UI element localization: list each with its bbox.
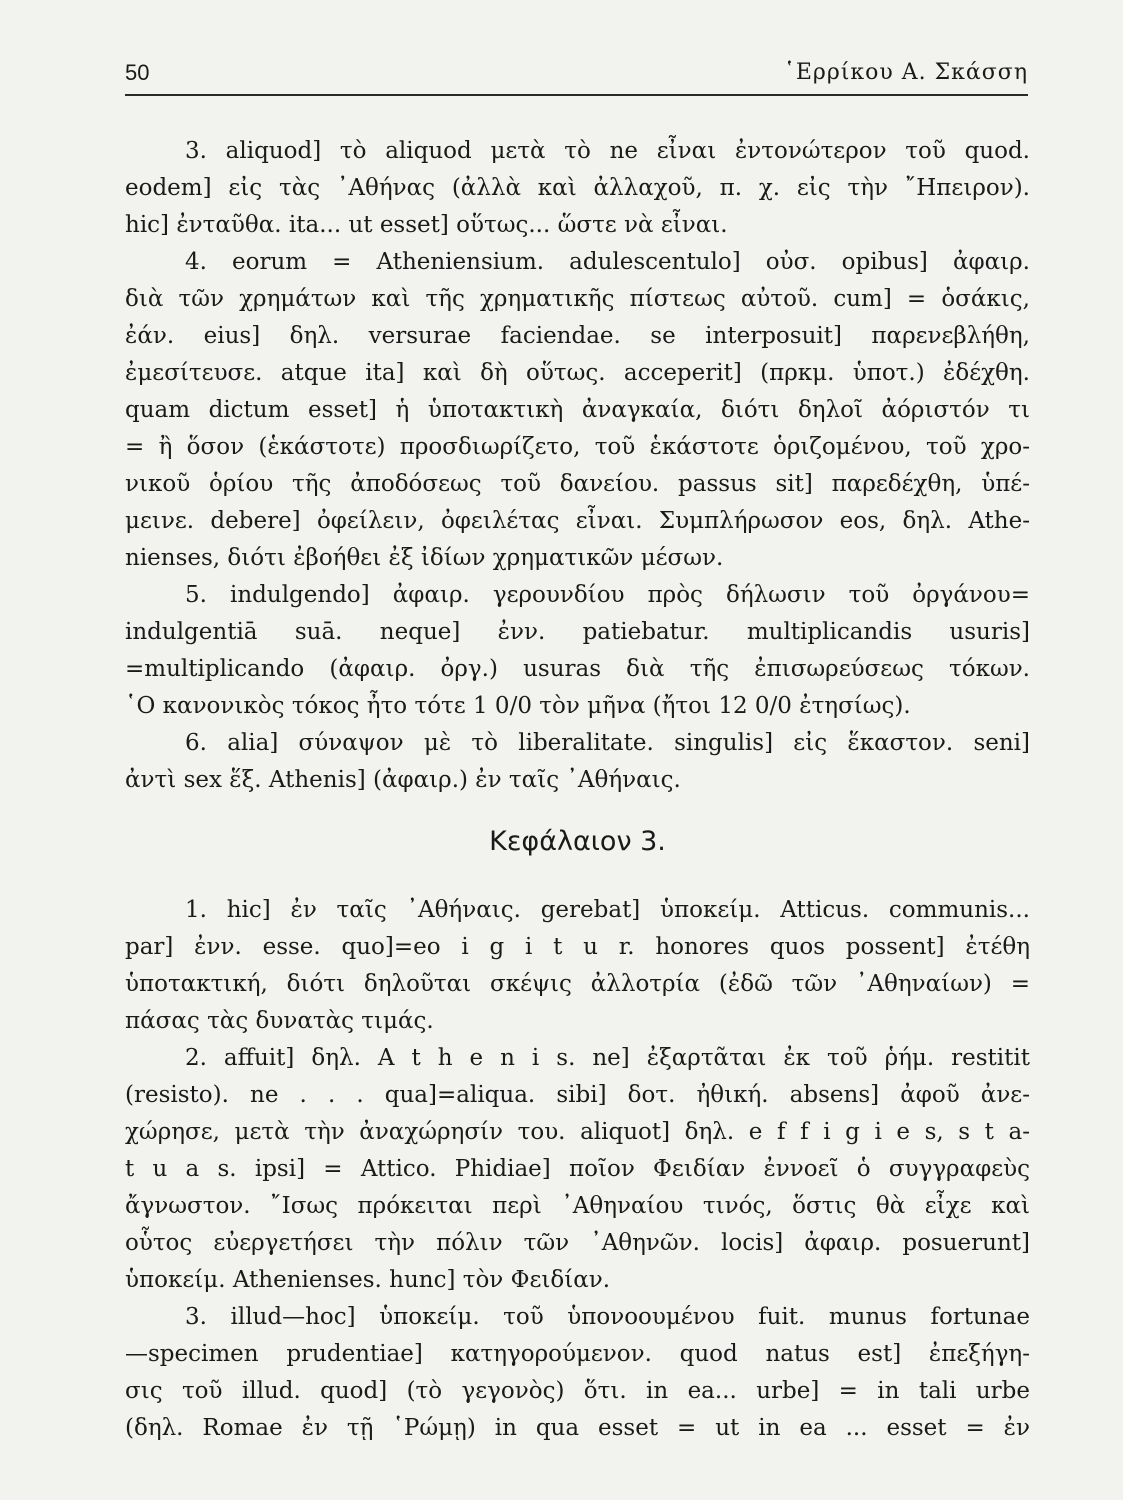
text-line: (resisto). ne . . . qua]=aliqua. sibi] δοτ. ἠθική. absens] ἀφοῦ ἀνε- — [125, 1082, 1030, 1108]
text-line: 1. hic] ἐν ταῖς ᾿Αθήναις. gerebat] ὑποκείμ. Atticus. communis... — [185, 897, 1030, 923]
text-line: eodem] εἰς τὰς ᾿Αθήνας (ἀλλὰ καὶ ἀλλαχοῦ, π. χ. εἰς τὴν ῎Ηπειρον). — [125, 175, 1030, 201]
text-line: χώρησε, μετὰ τὴν ἀναχώρησίν του. aliquot] δηλ. e f f i g i e s, s t a- — [125, 1119, 1030, 1145]
text-line: οὗτος εὐεργετήσει τὴν πόλιν τῶν ᾿Αθηνῶν. locis] ἀφαιρ. posuerunt] — [125, 1230, 1030, 1256]
text-line: ἄγνωστον. ῎Ισως πρόκειται περὶ ᾿Αθηναίου τινός, ὅστις θὰ εἶχε καὶ — [125, 1193, 1030, 1219]
text-line: διὰ τῶν χρημάτων καὶ τῆς χρηματικῆς πίστεως αὐτοῦ. cum] = ὁσάκις, — [125, 286, 1030, 312]
text-line: ὑποκείμ. Athenienses. hunc] τὸν Φειδίαν. — [125, 1267, 611, 1293]
running-head: ῾Ερρίκου Α. Σκάσση — [783, 60, 1028, 85]
text-line: hic] ἐνταῦθα. ita... ut esset] οὕτως... ὥστε νὰ εἶναι. — [125, 212, 728, 238]
commentary-section-1 — [125, 133, 1030, 799]
text-line: μεινε. debere] ὀφείλειν, ὀφειλέτας εἶναι. Συμπλήρωσον eos, δηλ. Athe- — [125, 508, 1030, 534]
text-line: par] ἐνν. esse. quo]=eo i g i t u r. honores quos possent] ἐτέθη — [125, 934, 1030, 960]
text-line: σις τοῦ illud. quod] (τὸ γεγονὸς) ὅτι. in ea... urbe] = in tali urbe — [125, 1378, 1030, 1404]
text-line: 6. alia] σύναψον μὲ τὸ liberalitate. singulis] εἰς ἕκαστον. seni] — [185, 730, 1030, 756]
page-number: 50 — [125, 60, 150, 85]
page-header — [125, 58, 1028, 96]
text-line: ῾Ο κανονικὸς τόκος ἦτο τότε 1 0/0 τὸν μῆνα (ἤτοι 12 0/0 ἐτησίως). — [125, 693, 911, 719]
text-line: ὑποτακτική, διότι δηλοῦται σκέψις ἀλλοτρία (ἐδῶ τῶν ᾿Αθηναίων) = — [125, 971, 1030, 997]
text-line: (δηλ. Romae ἐν τῇ ῾Ρώμῃ) in qua esset = ut in ea ... esset = ἐν — [125, 1415, 1030, 1441]
text-line: t u a s. ipsi] = Attico. Phidiae] ποῖον Φειδίαν ἐννοεῖ ὁ συγγραφεὺς — [125, 1156, 1030, 1182]
text-line: indulgentiā suā. neque] ἐνν. patiebatur. multiplicandis usuris] — [125, 619, 1030, 645]
text-line: 4. eorum = Atheniensium. adulescentulo] οὐσ. opibus] ἀφαιρ. — [185, 249, 1030, 275]
text-line: 2. affuit] δηλ. A t h e n i s. ne] ἐξαρτᾶται ἐκ τοῦ ῥήμ. restitit — [185, 1045, 1030, 1071]
text-line: πάσας τὰς δυνατὰς τιμάς. — [125, 1008, 434, 1034]
text-line: nienses, διότι ἐβοήθει ἐξ ἰδίων χρηματικῶν μέσων. — [125, 545, 724, 571]
text-line: νικοῦ ὁρίου τῆς ἀποδόσεως τοῦ δανείου. passus sit] παρεδέχθη, ὑπέ- — [125, 471, 1030, 497]
commentary-section-2 — [125, 892, 1030, 1447]
text-line: quam dictum esset] ἡ ὑποτακτικὴ ἀναγκαία, διότι δηλοῖ ἀόριστόν τι — [125, 397, 1030, 423]
text-line: ἐμεσίτευσε. atque ita] καὶ δὴ οὕτως. acceperit] (πρκμ. ὑποτ.) ἐδέχθη. — [125, 360, 1030, 386]
text-line: ἐάν. eius] δηλ. versurae faciendae. se interposuit] παρενεβλήθη, — [125, 323, 1030, 349]
text-line: —specimen prudentiae] κατηγορούμενον. quod natus est] ἐπεξήγη- — [125, 1341, 1030, 1367]
text-line: =multiplicando (ἀφαιρ. ὀργ.) usuras διὰ τῆς ἐπισωρεύσεως τόκων. — [125, 656, 1030, 682]
text-line: = ἢ ὅσον (ἑκάστοτε) προσδιωρίζετο, τοῦ ἑκάστοτε ὁριζομένου, τοῦ χρο- — [125, 434, 1030, 460]
text-line: 3. aliquod] τὸ aliquod μετὰ τὸ ne εἶναι ἐντονώτερον τοῦ quod. — [185, 138, 1030, 164]
chapter-heading: Κεφάλαιον 3. — [489, 826, 666, 857]
text-line: ἀντὶ sex ἕξ. Athenis] (ἀφαιρ.) ἐν ταῖς ᾿Αθήναις. — [125, 767, 681, 793]
text-line: 3. illud—hoc] ὑποκείμ. τοῦ ὑπονοουμένου fuit. munus fortunae — [185, 1304, 1030, 1330]
text-line: 5. indulgendo] ἀφαιρ. γερουνδίου πρὸς δήλωσιν τοῦ ὀργάνου= — [185, 582, 1030, 608]
